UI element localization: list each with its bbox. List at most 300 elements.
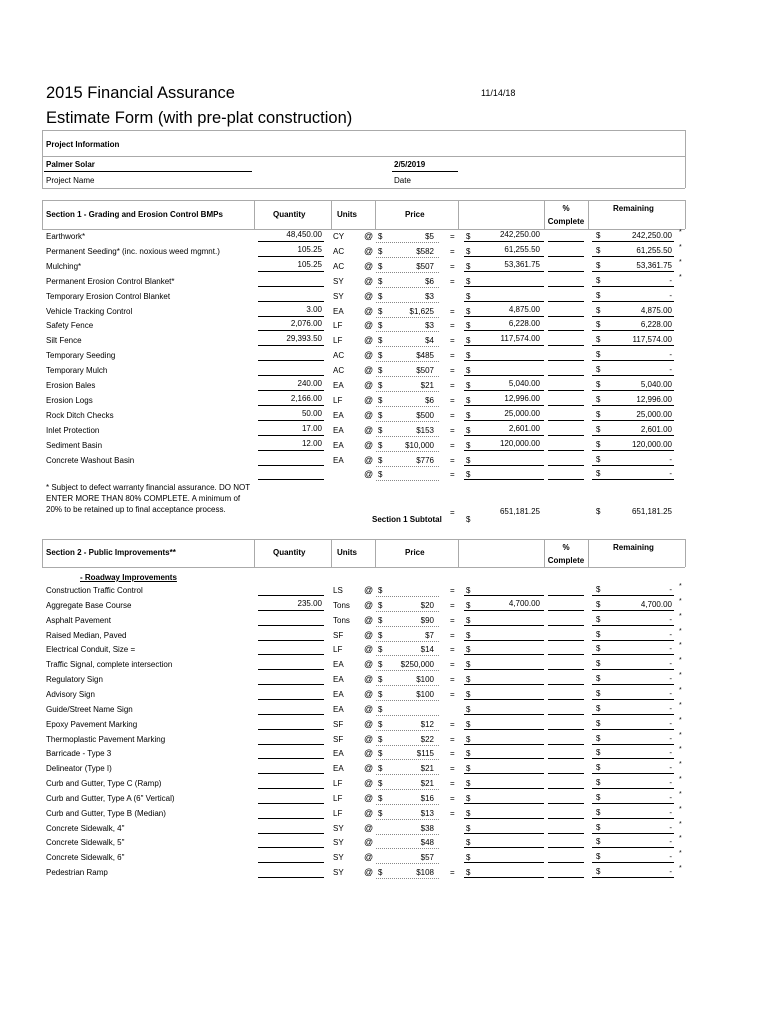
unit-label: LF <box>333 395 343 405</box>
unit-price: $22 <box>420 734 434 744</box>
total-dollar: $ <box>466 868 471 878</box>
line-item-name: Permanent Erosion Control Blanket* <box>46 276 175 286</box>
defect-asterisk: * <box>679 790 682 798</box>
total-dollar: $ <box>466 440 471 450</box>
equals-sign: = <box>450 381 455 390</box>
price-dollar: $ <box>378 366 383 376</box>
at-symbol: @ <box>364 852 374 863</box>
unit-label: EA <box>333 764 344 774</box>
remaining-dollar: $ <box>596 409 601 419</box>
remaining-dollar: $ <box>596 614 601 624</box>
price-dollar: $ <box>378 261 383 271</box>
unit-label: EA <box>333 704 344 714</box>
subtotal-eq: = <box>450 508 455 517</box>
price-dollar: $ <box>378 246 383 256</box>
remaining-amount: - <box>669 688 672 698</box>
equals-sign: = <box>450 395 455 405</box>
equals-sign: = <box>450 410 455 420</box>
unit-label: EA <box>333 410 344 420</box>
remaining-amount: - <box>669 822 672 832</box>
equals-sign: = <box>450 586 455 595</box>
price-dollar: $ <box>378 615 383 625</box>
remaining-dollar: $ <box>596 733 601 743</box>
defect-asterisk: * <box>679 850 682 858</box>
equals-sign: = <box>450 645 455 655</box>
quantity-field[interactable]: 12.00 <box>301 438 322 448</box>
unit-label: SF <box>333 719 344 729</box>
line-item-name: Aggregate Base Course <box>46 600 132 610</box>
defect-asterisk: * <box>679 612 682 620</box>
at-symbol: @ <box>364 320 374 331</box>
remaining-dollar: $ <box>596 822 601 832</box>
unit-label: EA <box>333 675 344 685</box>
at-symbol: @ <box>364 335 374 346</box>
at-symbol: @ <box>364 614 374 625</box>
section1-title: Section 1 - Grading and Erosion Control BMPs <box>46 209 223 219</box>
total-dollar: $ <box>466 600 471 610</box>
equals-sign: = <box>450 425 455 435</box>
remaining-amount: - <box>669 748 672 758</box>
quantity-field[interactable]: 17.00 <box>301 423 322 433</box>
unit-price: $776 <box>416 455 434 465</box>
line-item-name: Vehicle Tracking Control <box>46 306 133 316</box>
equals-sign: = <box>450 276 455 286</box>
defect-asterisk: * <box>679 746 682 754</box>
at-symbol: @ <box>364 792 374 803</box>
remaining-dollar: $ <box>596 439 601 449</box>
quantity-field[interactable]: 2,076.00 <box>290 319 322 329</box>
total-dollar: $ <box>466 630 471 640</box>
total-dollar: $ <box>466 719 471 729</box>
form-subtitle: Estimate Form (with pre-plat construction) <box>46 109 353 127</box>
unit-price: $48 <box>420 838 434 848</box>
subtotal-rem-dollar: $ <box>596 507 601 516</box>
remaining-amount: - <box>669 867 672 877</box>
section1-col-price: Price <box>405 209 425 219</box>
remaining-dollar: $ <box>596 394 601 404</box>
remaining-amount: - <box>669 365 672 375</box>
remaining-amount: - <box>669 703 672 713</box>
remaining-amount: 12,996.00 <box>636 394 672 404</box>
remaining-amount: - <box>669 585 672 594</box>
line-item-name: Curb and Gutter, Type B (Median) <box>46 808 166 818</box>
at-symbol: @ <box>364 644 374 655</box>
unit-price: $6 <box>425 276 434 286</box>
defect-asterisk: * <box>679 835 682 843</box>
remaining-amount: - <box>669 290 672 300</box>
section2-col-units: Units <box>337 548 357 557</box>
defect-asterisk: * <box>679 776 682 784</box>
line-total: 242,250.00 <box>499 230 540 239</box>
unit-price: $90 <box>420 615 434 625</box>
section1-subtotal-label: Section 1 Subtotal <box>372 515 442 524</box>
remaining-dollar: $ <box>596 245 601 255</box>
price-dollar: $ <box>378 291 383 301</box>
total-dollar: $ <box>466 321 471 331</box>
section1-subtotal-remaining: 651,181.25 <box>631 507 672 516</box>
remaining-dollar: $ <box>596 837 601 847</box>
line-item-name: Rock Ditch Checks <box>46 410 114 420</box>
equals-sign: = <box>450 868 455 878</box>
at-symbol: @ <box>364 748 374 759</box>
remaining-amount: 25,000.00 <box>636 409 672 419</box>
at-symbol: @ <box>364 807 374 818</box>
line-item-name: Asphalt Pavement <box>46 615 111 625</box>
unit-label: EA <box>333 440 344 450</box>
remaining-amount: 120,000.00 <box>631 439 672 449</box>
total-dollar: $ <box>466 470 471 480</box>
remaining-amount: 4,875.00 <box>640 305 672 315</box>
unit-price: $3 <box>425 321 434 331</box>
price-dollar: $ <box>378 336 383 346</box>
remaining-amount: 6,228.00 <box>640 320 672 330</box>
total-dollar: $ <box>466 261 471 271</box>
line-item-name: Erosion Logs <box>46 395 93 405</box>
equals-sign: = <box>450 366 455 376</box>
at-symbol: @ <box>364 394 374 405</box>
price-dollar: $ <box>378 425 383 435</box>
line-item-name: Mulching* <box>46 261 82 271</box>
defect-asterisk: * <box>679 597 682 605</box>
remaining-dollar: $ <box>596 275 601 285</box>
section1-col-quantity: Quantity <box>273 209 306 219</box>
remaining-dollar: $ <box>596 424 601 434</box>
total-dollar: $ <box>466 455 471 465</box>
quantity-field[interactable]: 2,166.00 <box>290 393 322 403</box>
section2-col-remaining: Remaining <box>613 543 654 552</box>
remaining-amount: - <box>669 614 672 624</box>
unit-label: SF <box>333 630 344 640</box>
unit-label: SY <box>333 838 344 848</box>
project-date-value[interactable]: 2/5/2019 <box>394 160 426 169</box>
section1-col-remaining: Remaining <box>613 204 654 213</box>
remaining-amount: - <box>669 778 672 788</box>
remaining-dollar: $ <box>596 867 601 877</box>
line-total: 5,040.00 <box>508 379 540 388</box>
at-symbol: @ <box>364 763 374 774</box>
section1-col-units: Units <box>337 209 357 219</box>
price-dollar: $ <box>378 306 383 316</box>
defect-asterisk: * <box>679 583 682 590</box>
remaining-amount: - <box>669 350 672 360</box>
at-symbol: @ <box>364 778 374 789</box>
equals-sign: = <box>450 734 455 744</box>
roadway-subheading: - Roadway Improvements <box>80 573 177 582</box>
unit-label: AC <box>333 351 345 361</box>
unit-price: $485 <box>416 351 434 361</box>
quantity-field[interactable]: 3.00 <box>306 304 322 314</box>
unit-label: SY <box>333 823 344 833</box>
defect-asterisk: * <box>679 642 682 650</box>
quantity-field[interactable]: 105.25 <box>297 244 322 254</box>
unit-label: LF <box>333 645 343 655</box>
quantity-field[interactable]: 50.00 <box>301 408 322 418</box>
line-total: 2,601.00 <box>508 423 540 433</box>
unit-price: $108 <box>416 868 434 878</box>
line-total: 12,996.00 <box>504 393 540 403</box>
project-name-label: Project Name <box>46 176 95 185</box>
remaining-amount: 242,250.00 <box>631 231 672 240</box>
total-dollar: $ <box>466 410 471 420</box>
unit-price: $250,000 <box>400 660 434 670</box>
total-dollar: $ <box>466 853 471 863</box>
unit-price: $3 <box>425 291 434 301</box>
defect-asterisk: * <box>679 820 682 828</box>
total-dollar: $ <box>466 246 471 256</box>
unit-price: $6 <box>425 395 434 405</box>
section1-col-pct: % <box>562 204 570 213</box>
remaining-amount: - <box>669 837 672 847</box>
defect-asterisk: * <box>679 805 682 813</box>
line-item-name: Guide/Street Name Sign <box>46 704 133 714</box>
section2-col-pct: % <box>562 543 570 552</box>
total-dollar: $ <box>466 838 471 848</box>
at-symbol: @ <box>364 350 374 361</box>
remaining-amount: - <box>669 733 672 743</box>
price-dollar: $ <box>378 675 383 685</box>
price-dollar: $ <box>378 586 383 595</box>
defect-asterisk: * <box>679 672 682 680</box>
equals-sign: = <box>450 600 455 610</box>
at-symbol: @ <box>364 380 374 390</box>
total-dollar: $ <box>466 381 471 390</box>
total-dollar: $ <box>466 336 471 346</box>
defect-asterisk: * <box>679 627 682 635</box>
quantity-field[interactable]: 235.00 <box>297 598 322 608</box>
line-total: 117,574.00 <box>500 334 540 344</box>
price-dollar: $ <box>378 868 383 878</box>
quantity-field[interactable]: 105.25 <box>297 259 322 269</box>
unit-price: $21 <box>420 381 434 390</box>
remaining-dollar: $ <box>596 852 601 862</box>
line-item-name: Curb and Gutter, Type C (Ramp) <box>46 779 162 789</box>
defect-asterisk: * <box>679 686 682 694</box>
remaining-amount: - <box>669 644 672 654</box>
at-symbol: @ <box>364 659 374 670</box>
line-item-name: Delineator (Type I) <box>46 764 112 774</box>
price-dollar: $ <box>378 704 383 714</box>
price-dollar: $ <box>378 440 383 450</box>
unit-label: EA <box>333 455 344 465</box>
total-dollar: $ <box>466 704 471 714</box>
remaining-dollar: $ <box>596 674 601 684</box>
equals-sign: = <box>450 808 455 818</box>
total-dollar: $ <box>466 749 471 759</box>
at-symbol: @ <box>364 718 374 729</box>
equals-sign: = <box>450 455 455 465</box>
total-dollar: $ <box>466 306 471 316</box>
remaining-amount: 5,040.00 <box>640 380 672 389</box>
line-item-name: Epoxy Pavement Marking <box>46 719 138 729</box>
unit-label: AC <box>333 261 345 271</box>
line-item-name: Construction Traffic Control <box>46 586 143 595</box>
remaining-dollar: $ <box>596 335 601 345</box>
price-dollar: $ <box>378 764 383 774</box>
project-name-value[interactable]: Palmer Solar <box>46 160 95 169</box>
unit-price: $507 <box>416 261 434 271</box>
at-symbol: @ <box>364 245 374 256</box>
unit-label: SY <box>333 291 344 301</box>
line-item-name: Temporary Seeding <box>46 351 116 361</box>
total-dollar: $ <box>466 366 471 376</box>
unit-price: $57 <box>420 853 434 863</box>
remaining-amount: - <box>669 718 672 728</box>
unit-label: EA <box>333 749 344 759</box>
remaining-amount: - <box>669 469 672 479</box>
total-dollar: $ <box>466 764 471 774</box>
unit-price: $507 <box>416 366 434 376</box>
unit-label: EA <box>333 306 344 316</box>
total-dollar: $ <box>466 291 471 301</box>
unit-price: $582 <box>416 246 434 256</box>
unit-price: $7 <box>425 630 434 640</box>
line-item-name: Regulatory Sign <box>46 675 103 685</box>
remaining-dollar: $ <box>596 469 601 479</box>
warranty-note: * Subject to defect warranty financial assurance. DO NOT ENTER MORE THAN 80% COMPLETE. A minimum of 20% to be retained up to final acceptance process. <box>46 483 250 514</box>
quantity-field[interactable]: 240.00 <box>297 379 322 388</box>
unit-price: $16 <box>420 793 434 803</box>
at-symbol: @ <box>364 822 374 833</box>
line-item-name: Temporary Mulch <box>46 366 108 376</box>
line-item-name: Concrete Sidewalk, 4" <box>46 823 125 833</box>
total-dollar: $ <box>466 425 471 435</box>
remaining-dollar: $ <box>596 350 601 360</box>
quantity-field[interactable]: 48,450.00 <box>286 230 322 239</box>
equals-sign: = <box>450 336 455 346</box>
unit-price: $500 <box>416 410 434 420</box>
price-dollar: $ <box>378 321 383 331</box>
equals-sign: = <box>450 615 455 625</box>
price-dollar: $ <box>378 395 383 405</box>
unit-price: $12 <box>420 719 434 729</box>
price-dollar: $ <box>378 779 383 789</box>
remaining-dollar: $ <box>596 763 601 773</box>
unit-label: LS <box>333 586 343 595</box>
defect-asterisk: * <box>679 761 682 769</box>
equals-sign: = <box>450 261 455 271</box>
equals-sign: = <box>450 321 455 331</box>
equals-sign: = <box>450 660 455 670</box>
unit-label: LF <box>333 808 343 818</box>
unit-label: LF <box>333 336 343 346</box>
price-dollar: $ <box>378 734 383 744</box>
remaining-amount: 2,601.00 <box>640 424 672 434</box>
price-dollar: $ <box>378 276 383 286</box>
quantity-field[interactable]: 29,393.50 <box>286 334 322 344</box>
equals-sign: = <box>450 719 455 729</box>
price-dollar: $ <box>378 455 383 465</box>
line-item-name: Erosion Bales <box>46 381 96 390</box>
at-symbol: @ <box>364 290 374 301</box>
line-total: 4,700.00 <box>508 598 540 608</box>
defect-asterisk: * <box>679 731 682 739</box>
line-item-name: Advisory Sign <box>46 689 95 699</box>
unit-label: CY <box>333 232 345 241</box>
equals-sign: = <box>450 779 455 789</box>
price-dollar: $ <box>378 410 383 420</box>
remaining-dollar: $ <box>596 659 601 669</box>
unit-label: SY <box>333 853 344 863</box>
total-dollar: $ <box>466 351 471 361</box>
unit-price: $21 <box>420 764 434 774</box>
line-total: 25,000.00 <box>504 408 540 418</box>
remaining-dollar: $ <box>596 807 601 817</box>
line-item-name: Concrete Sidewalk, 5" <box>46 838 125 848</box>
unit-price: $13 <box>420 808 434 818</box>
defect-asterisk: * <box>679 865 682 873</box>
equals-sign: = <box>450 470 455 480</box>
unit-price: $10,000 <box>405 440 434 450</box>
at-symbol: @ <box>364 231 374 241</box>
line-item-name: Permanent Seeding* (inc. noxious weed mgmnt.) <box>46 246 220 256</box>
unit-label: EA <box>333 425 344 435</box>
line-total: 6,228.00 <box>508 319 540 329</box>
remaining-dollar: $ <box>596 688 601 698</box>
remaining-amount: - <box>669 763 672 773</box>
remaining-amount: - <box>669 674 672 684</box>
remaining-dollar: $ <box>596 629 601 639</box>
price-dollar: $ <box>378 600 383 610</box>
remaining-amount: - <box>669 852 672 862</box>
at-symbol: @ <box>364 469 374 480</box>
price-dollar: $ <box>378 749 383 759</box>
equals-sign: = <box>450 764 455 774</box>
line-item-name: Sediment Basin <box>46 440 103 450</box>
remaining-dollar: $ <box>596 703 601 713</box>
line-item-name: Electrical Conduit, Size = <box>46 645 136 655</box>
total-dollar: $ <box>466 793 471 803</box>
at-symbol: @ <box>364 733 374 744</box>
total-dollar: $ <box>466 586 471 595</box>
unit-label: AC <box>333 366 345 376</box>
defect-asterisk: * <box>679 229 682 236</box>
remaining-dollar: $ <box>596 320 601 330</box>
price-dollar: $ <box>378 689 383 699</box>
unit-price: $5 <box>425 232 434 241</box>
total-dollar: $ <box>466 823 471 833</box>
unit-price: $14 <box>420 645 434 655</box>
unit-label: Tons <box>333 615 350 625</box>
remaining-amount: - <box>669 275 672 285</box>
defect-asterisk: * <box>679 243 682 251</box>
unit-label: LF <box>333 779 343 789</box>
remaining-amount: - <box>669 659 672 669</box>
unit-label: LF <box>333 321 343 331</box>
line-total: 53,361.75 <box>504 259 540 269</box>
unit-price: $1,625 <box>409 306 434 316</box>
line-item-name: Traffic Signal, complete intersection <box>46 660 173 670</box>
remaining-dollar: $ <box>596 260 601 270</box>
at-symbol: @ <box>364 305 374 316</box>
unit-price: $4 <box>425 336 434 346</box>
line-total: 61,255.50 <box>504 244 540 254</box>
remaining-dollar: $ <box>596 644 601 654</box>
price-dollar: $ <box>378 381 383 390</box>
line-item-name: Pedestrian Ramp <box>46 868 108 878</box>
remaining-dollar: $ <box>596 792 601 802</box>
remaining-dollar: $ <box>596 748 601 758</box>
equals-sign: = <box>450 246 455 256</box>
remaining-amount: 53,361.75 <box>636 260 672 270</box>
project-date-label: Date <box>394 176 411 185</box>
section2-col-price: Price <box>405 548 425 557</box>
equals-sign: = <box>450 351 455 361</box>
at-symbol: @ <box>364 867 374 878</box>
price-dollar: $ <box>378 793 383 803</box>
defect-asterisk: * <box>679 273 682 281</box>
remaining-dollar: $ <box>596 231 601 240</box>
unit-price: $115 <box>416 749 434 759</box>
